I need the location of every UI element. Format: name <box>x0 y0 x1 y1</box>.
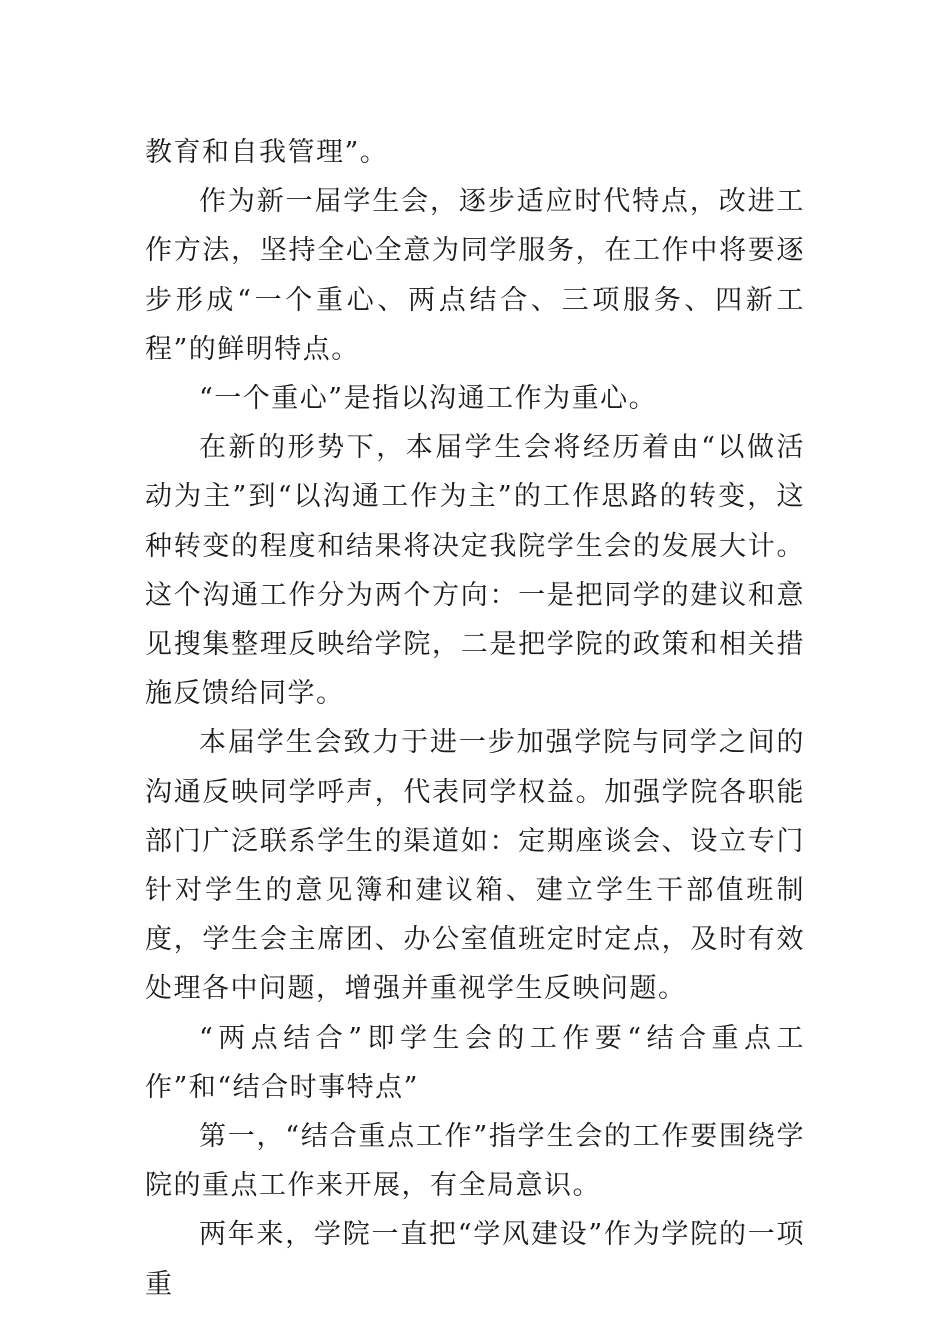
document-body <box>145 128 805 1309</box>
paragraph-new-student-union: 作为新一届学生会，逐步适应时代特点，改进工作方法，坚持全心全意为同学服务，在工作中将要逐步形成“一个重心、两点结合、三项服务、四新工程”的鲜明特点。 <box>145 186 805 365</box>
paragraph-one-focus: “一个重心”是指以沟通工作为重心。 <box>199 383 658 415</box>
paragraph-continuation: 教育和自我管理”。 <box>145 137 389 168</box>
paragraph-new-situation: 在新的形势下，本届学生会将经历着由“以做活动为主”到“以沟通工作为主”的工作思路的转变，这种转变的程度和结果将决定我院学生会的发展大计。这个沟通工作分为两个方向：一是把同学的建议和意见搜集整理反映给学院，二是把学院的政策和相关措施反馈给同学。 <box>145 432 805 710</box>
paragraph-two-years: 两年来，学院一直把“学风建设”作为学院的一项重 <box>145 1219 805 1300</box>
paragraph-two-points: “两点结合”即学生会的工作要“结合重点工作”和“结合时事特点” <box>145 1022 805 1103</box>
paragraph-first-point: 第一，“结合重点工作”指学生会的工作要围绕学院的重点工作来开展，有全局意识。 <box>145 1121 805 1202</box>
paragraph-communication: 本届学生会致力于进一步加强学院与同学之间的沟通反映同学呼声，代表同学权益。加强学院各职能部门广泛联系学生的渠道如：定期座谈会、设立专门针对学生的意见簿和建议箱、建立学生干部值班制度，学生会主席团、办公室值班定时定点，及时有效处理各中问题，增强并重视学生反映问题。 <box>145 727 805 1005</box>
